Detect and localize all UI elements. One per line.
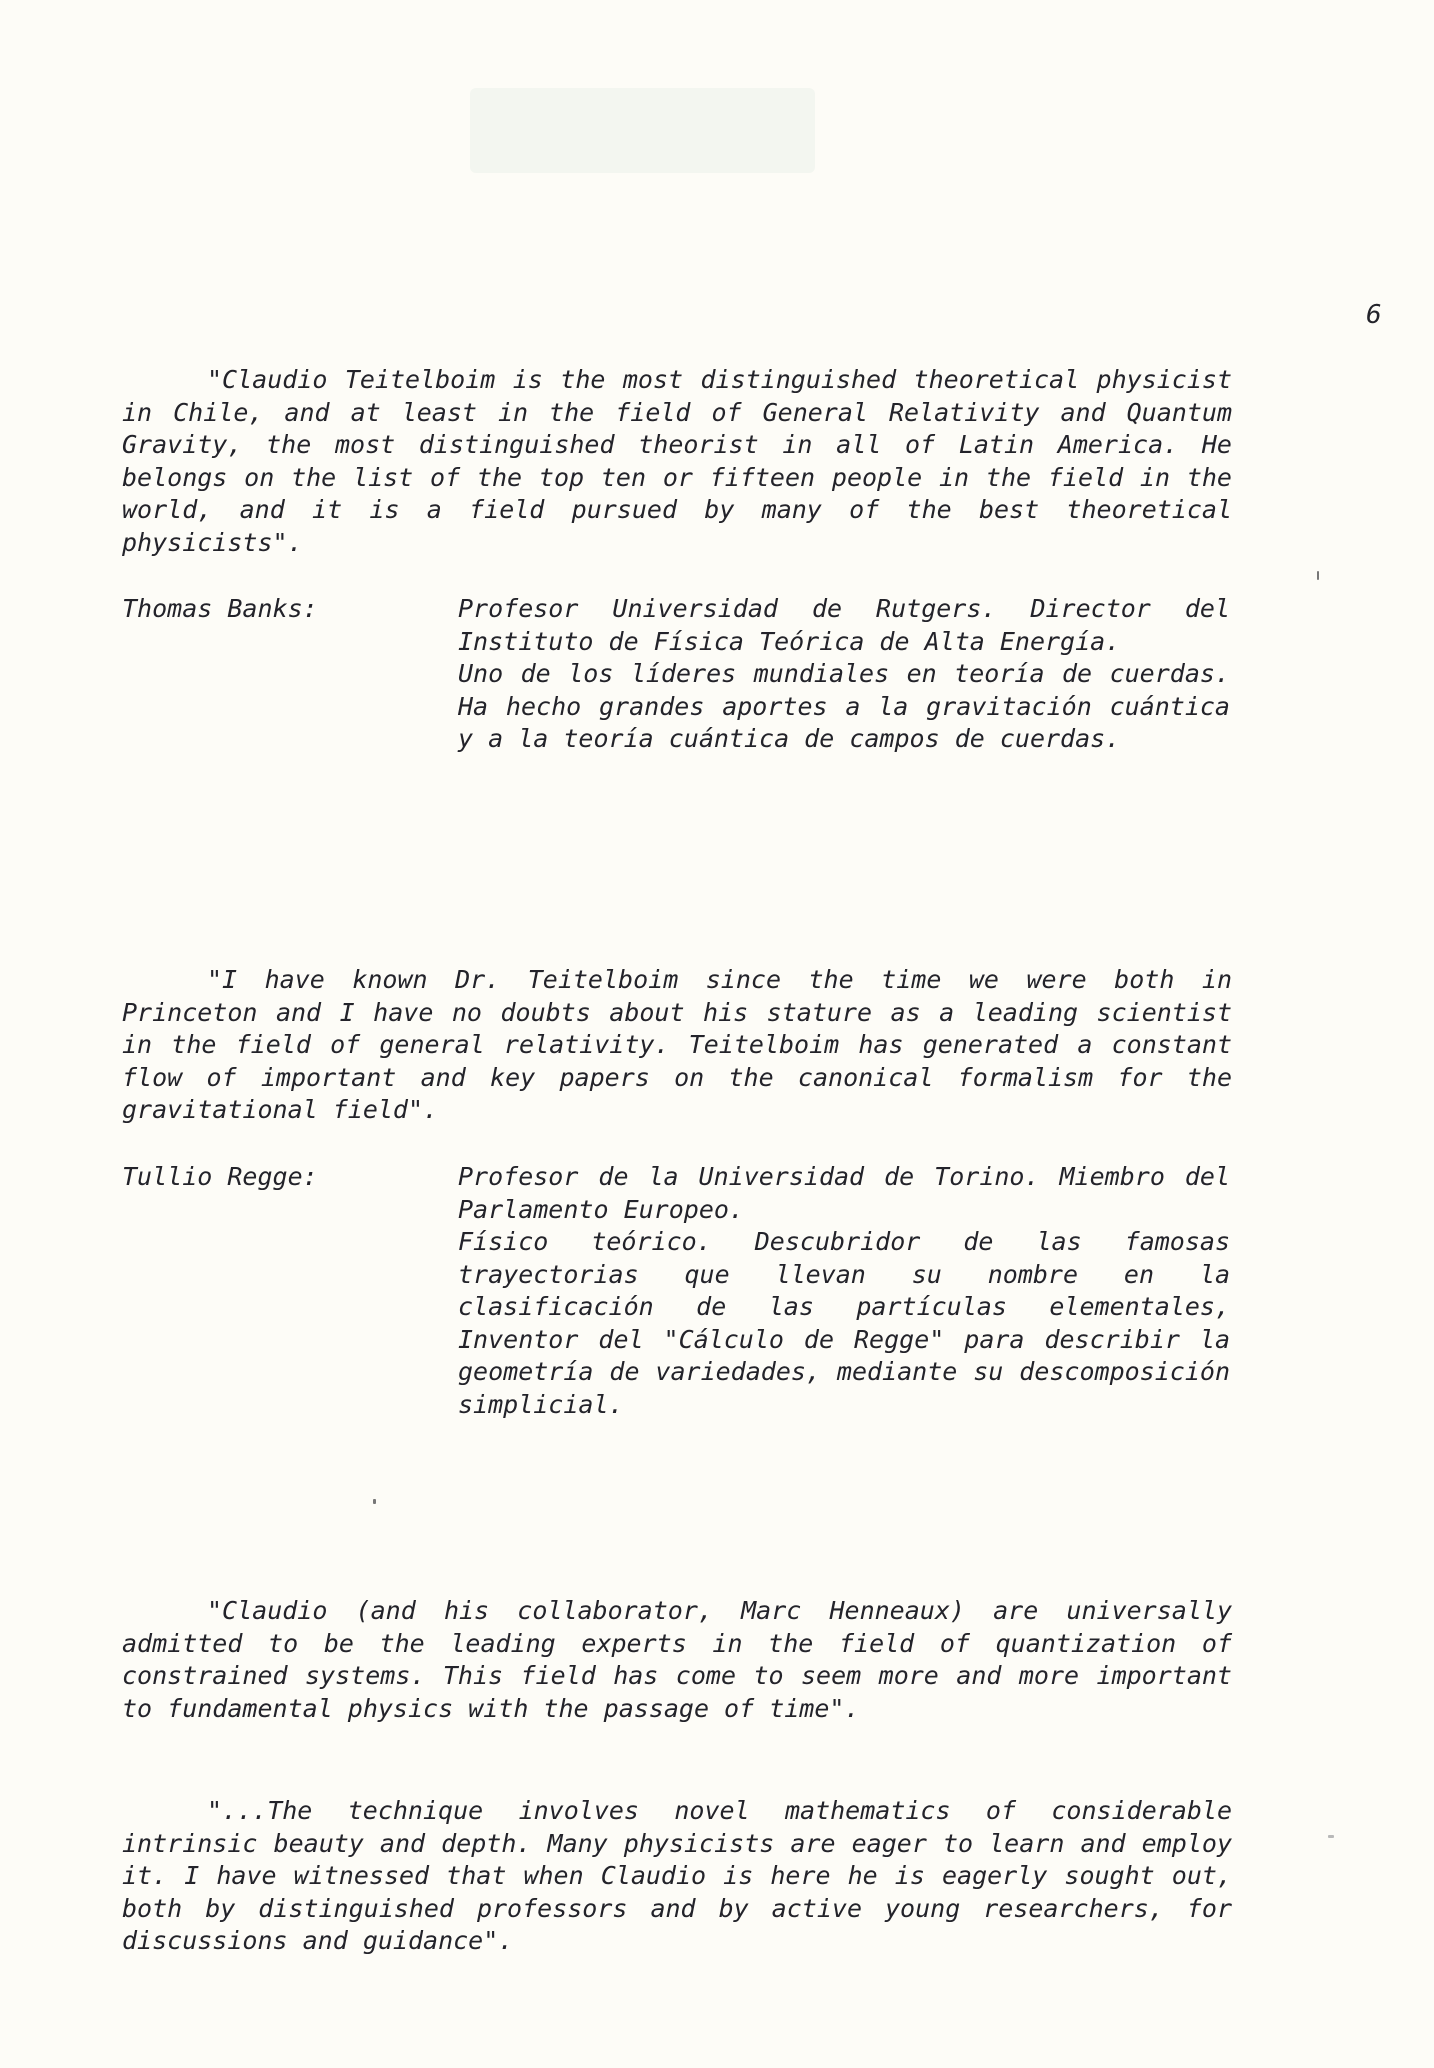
paper-speck: [1317, 571, 1319, 580]
attribution-description-banks: [458, 593, 1230, 756]
quote-henneaux-collaboration: "Claudio (and his collaborator, Marc Henneaux) are universally admitted to be the leading experts in the field of quantization of constrained systems. This field has come to seem more and more important to fundamental physics with the passage of time".: [122, 1596, 1232, 1723]
attribution-description-line: Profesor de la Universidad de Torino. Miembro del Parlamento Europeo.: [458, 1162, 1230, 1224]
quote-teitelboim-banks: "Claudio Teitelboim is the most distinguished theoretical physicist in Chile, and at least in the field of General Relativity and Quantum Gravity, the most distinguished theorist in all of Latin America. He belongs on the list of the top ten or fifteen people in the field in the world, and it is a field pursued by many of the best theoretical physicists".: [122, 365, 1232, 557]
quote-teitelboim-regge: "I have known Dr. Teitelboim since the time we were both in Princeton and I have no doubts about his stature as a leading scientist in the field of general relativity. Teitelboim has generated a constant flow of important and key papers on the canonical formalism for the gravitational field".: [122, 965, 1232, 1124]
paper-speck: [373, 1499, 376, 1504]
attribution-name-regge: Tullio Regge:: [122, 1162, 318, 1191]
attribution-description-line: Uno de los líderes mundiales en teoría de cuerdas. Ha hecho grandes aportes a la gravitación cuántica y a la teoría cuántica de campos de cuerdas.: [458, 659, 1230, 753]
quote-technique: "...The technique involves novel mathematics of considerable intrinsic beauty and depth. Many physicists are eager to learn and employ it. I have witnessed that when Claudio is here he is eagerly sought out, both by distinguished professors and by active young researchers, for discussions and guidance".: [122, 1796, 1232, 1955]
attribution-description-line: Físico teórico. Descubridor de las famosas trayectorias que llevan su nombre en la clasificación de las partículas elementales, Inventor del "Cálculo de Regge" para describir la geometría de variedades, mediante su descomposición simplicial.: [458, 1227, 1230, 1419]
paper-speck: [1328, 1835, 1334, 1838]
attribution-description-regge: [458, 1161, 1230, 1421]
attribution-name-banks: Thomas Banks:: [122, 594, 318, 623]
page-number: 6: [1366, 300, 1382, 330]
attribution-description-line: Profesor Universidad de Rutgers. Director del Instituto de Física Teórica de Alta Energía.: [458, 594, 1230, 656]
paper-stain: [470, 88, 815, 173]
